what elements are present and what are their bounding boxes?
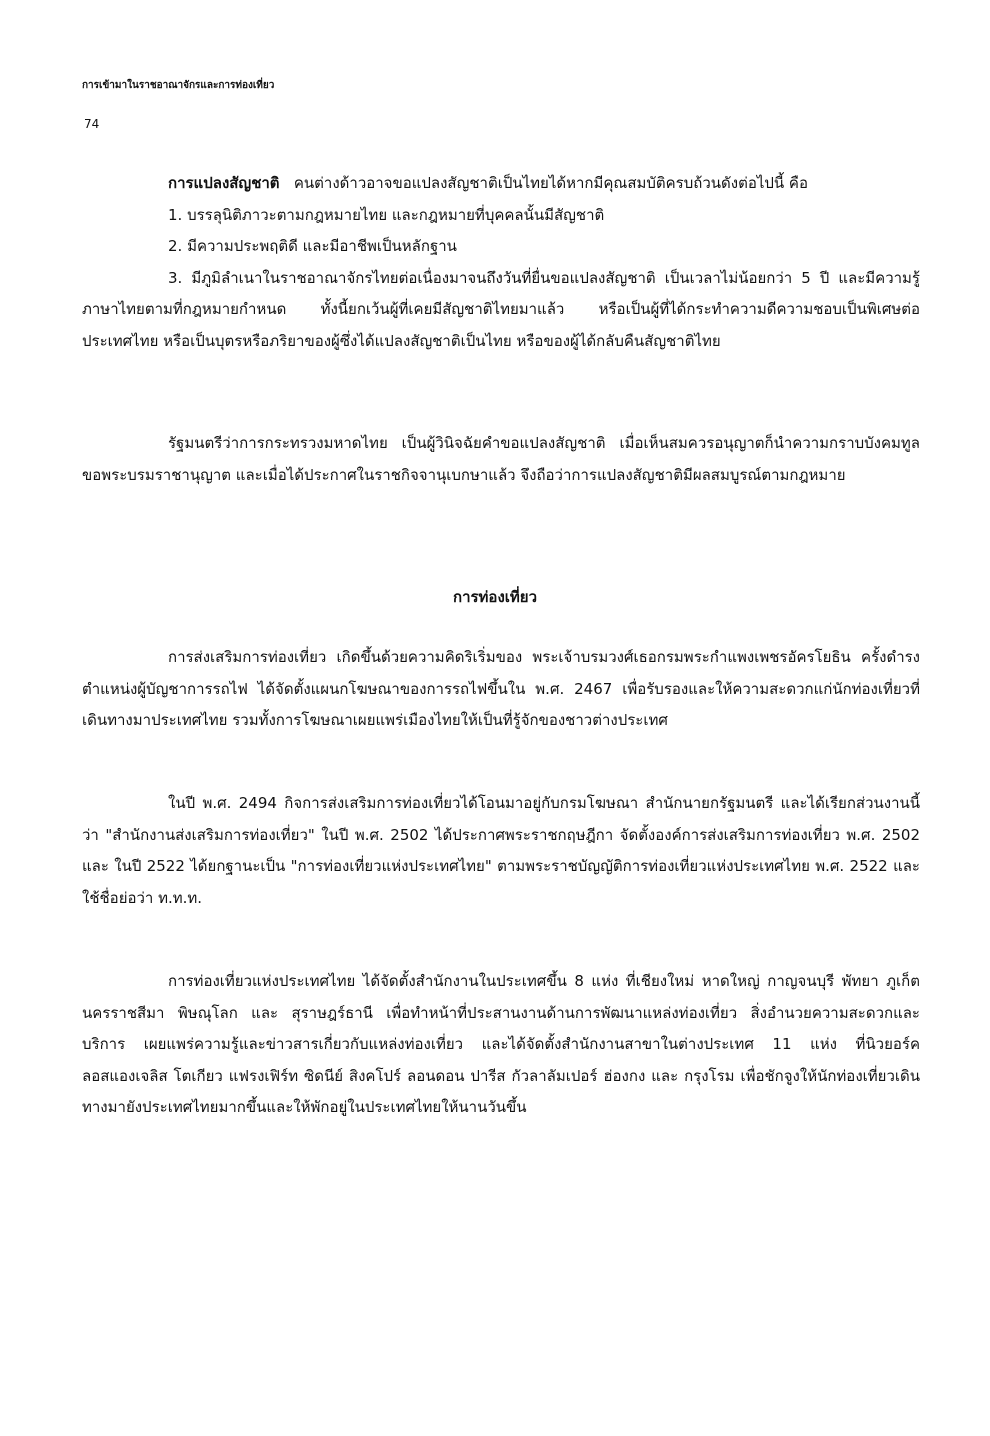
requirement-item-1: 1. บรรลุนิติภาวะตามกฎหมายไทย และกฎหมายที่บุคคลนั้นมีสัญชาติ <box>168 205 605 224</box>
tourism-paragraph-3: การท่องเที่ยวแห่งประเทศไทย ได้จัดตั้งสำนักงานในประเทศขึ้น 8 แห่ง ที่เชียงใหม่ หาดใหญ่ กาญจนบุรี พัทยา ภูเก็ต นครราชสีมา พิษณุโลก และ สุราษฎร์ธานี เพื่อทำหน้าที่ประสานงานด้านการพัฒนาแหล่งท่องเที่ยว สิ่งอำนวยความสะดวกและบริการ เผยแพร่ความรู้และข่าวสารเกี่ยวกับแหล่งท่องเที่ยว และได้จัดตั้งสำนักงานสาขาในต่างประเทศ 11 แห่ง ที่นิวยอร์ค ลอสแองเจลิส โตเกียว แฟรงเฟิร์ท ซิดนีย์ สิงคโปร์ ลอนดอน ปารีส กัวลาลัมเปอร์ ฮ่องกง และ กรุงโรม เพื่อชักจูงให้นักท่องเที่ยวเดินทางมายังประเทศไทยมากขึ้นและให้พักอยู่ในประเทศไทยให้นานวันขึ้น <box>82 972 920 1116</box>
tourism-paragraph-2-block <box>82 788 920 914</box>
naturalization-section <box>82 168 920 357</box>
tourism-paragraph-1-block <box>82 642 920 737</box>
running-header: การเข้ามาในราชอาณาจักรและการท่องเที่ยว <box>82 80 275 91</box>
tourism-heading: การท่องเที่ยว <box>452 588 537 606</box>
tourism-paragraph-1: การส่งเสริมการท่องเที่ยว เกิดขึ้นด้วยความคิดริเริ่มของ พระเจ้าบรมวงศ์เธอกรมพระกำแพงเพชรอัครโยธิน ครั้งดำรงตำแหน่งผู้บัญชาการรถไฟ ได้จัดตั้งแผนกโฆษณาของการรถไฟขึ้นใน พ.ศ. 2467 เพื่อรับรองและให้ความสะดวกแก่นักท่องเที่ยวที่เดินทางมาประเทศไทย รวมทั้งการโฆษณาเผยแพร่เมืองไทยให้เป็นที่รู้จักของชาวต่างประเทศ <box>82 648 920 729</box>
requirement-item-3: 3. มีภูมิลำเนาในราชอาณาจักรไทยต่อเนื่องมาจนถึงวันที่ยื่นขอแปลงสัญชาติ เป็นเวลาไม่น้อยกว่า 5 ปี และมีความรู้ภาษาไทยตามที่กฎหมายกำหนด ทั้งนี้ยกเว้นผู้ที่เคยมีสัญชาติไทยมาแล้ว หรือเป็นผู้ที่ได้กระทำความดีความชอบเป็นพิเศษต่อประเทศไทย หรือเป็นบุตรหรือภริยาของผู้ซึ่งได้แปลงสัญชาติเป็นไทย หรือของผู้ได้กลับคืนสัญชาติไทย <box>82 268 920 350</box>
tourism-paragraph-2: ในปี พ.ศ. 2494 กิจการส่งเสริมการท่องเที่ยวได้โอนมาอยู่กับกรมโฆษณา สำนักนายกรัฐมนตรี และได้เรียกส่วนงานนี้ว่า "สำนักงานส่งเสริมการท่องเที่ยว" ในปี พ.ศ. 2502 ได้ประกาศพระราชกฤษฎีกา จัดตั้งองค์การส่งเสริมการท่องเที่ยว พ.ศ. 2502 และ ในปี 2522 ได้ยกฐานะเป็น "การท่องเที่ยวแห่งประเทศไทย" ตามพระราชบัญญัติการท่องเที่ยวแห่งประเทศไทย พ.ศ. 2522 และใช้ชื่อย่อว่า ท.ท.ท. <box>82 794 920 907</box>
naturalization-intro: คนต่างด้าวอาจขอแปลงสัญชาติเป็นไทยได้หากมีคุณสมบัติครบถ้วนดังต่อไปนี้ คือ <box>293 174 808 192</box>
requirement-item-2: 2. มีความประพฤติดี และมีอาชีพเป็นหลักฐาน <box>168 237 457 255</box>
approval-paragraph: รัฐมนตรีว่าการกระทรวงมหาดไทย เป็นผู้วินิจฉัยคำขอแปลงสัญชาติ เมื่อเห็นสมควรอนุญาตก็นำความกราบบังคมทูลขอพระบรมราชานุญาต และเมื่อได้ประกาศในราชกิจจานุเบกษาแล้ว จึงถือว่าการแปลงสัญชาติมีผลสมบูรณ์ตามกฎหมาย <box>82 434 920 484</box>
approval-section <box>82 428 920 491</box>
naturalization-title: การแปลงสัญชาติ <box>168 174 280 192</box>
page-number: 74 <box>84 117 100 131</box>
tourism-paragraph-3-block <box>82 966 920 1124</box>
naturalization-intro-paragraph <box>82 168 920 200</box>
